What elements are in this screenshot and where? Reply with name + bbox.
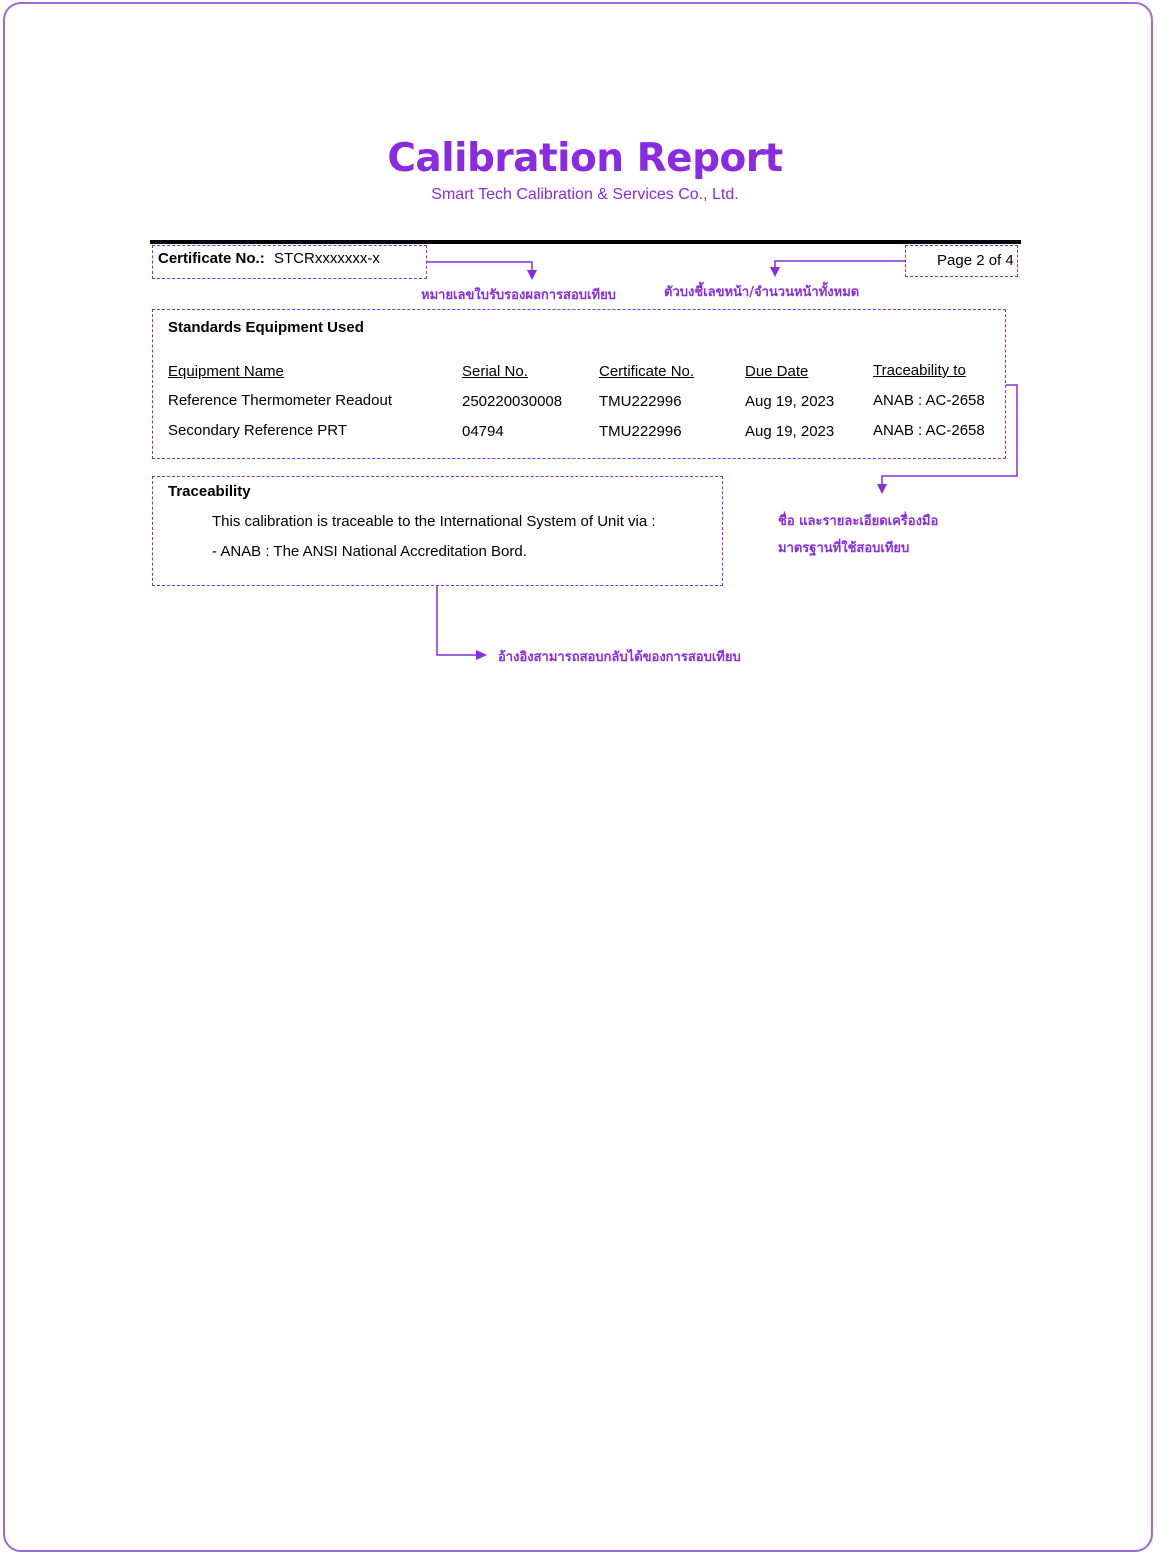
- page-arrowhead-icon: [770, 267, 780, 277]
- equipment-arrowhead-icon: [877, 484, 887, 494]
- row-2-serial-no: 04794: [462, 423, 504, 440]
- row-1-equipment-name: Reference Thermometer Readout: [168, 392, 393, 409]
- equipment-note-line-2: มาตรฐานที่ใช้สอบเทียบ: [778, 541, 910, 556]
- traceability-note: อ้างอิงสามารถสอบกลับได้ของการสอบเทียบ: [498, 650, 741, 665]
- traceability-heading: Traceability: [168, 483, 251, 500]
- page-indicator-note: ตัวบงชี้เลขหน้า/จำนวนหน้าทั้งหมด: [664, 285, 860, 300]
- traceability-statement: This calibration is traceable to the International System of Unit via :: [212, 513, 656, 530]
- traceability-source: - ANAB : The ANSI National Accreditation Bord.: [212, 543, 527, 560]
- column-header-due-date: Due Date: [745, 363, 809, 380]
- certificate-label: Certificate No.:: [158, 250, 265, 267]
- company-name: Smart Tech Calibration & Services Co., Ltd.: [431, 186, 739, 203]
- row-2-due-date: Aug 19, 2023: [745, 423, 835, 440]
- column-header-serial-no: Serial No.: [462, 363, 528, 380]
- row-1-due-date: Aug 19, 2023: [745, 393, 835, 410]
- row-1-certificate-no: TMU222996: [599, 393, 682, 410]
- certificate-value: STCRxxxxxxx-x: [274, 250, 380, 267]
- equipment-note-line-1: ชื่อ และรายละเอียดเครื่องมือ: [778, 514, 939, 529]
- certificate-arrow-line: [427, 262, 532, 272]
- row-2-traceability-to: ANAB : AC-2658: [873, 422, 985, 439]
- row-2-certificate-no: TMU222996: [599, 423, 682, 440]
- row-1-traceability-to: ANAB : AC-2658: [873, 392, 985, 409]
- standards-heading: Standards Equipment Used: [168, 319, 364, 336]
- row-1-serial-no: 250220030008: [462, 393, 563, 410]
- certificate-number-note: หมายเลขใบรับรองผลการสอบเทียบ: [421, 288, 616, 303]
- certificate-arrowhead-icon: [527, 270, 537, 280]
- traceability-arrow-line: [437, 586, 478, 655]
- row-2-equipment-name: Secondary Reference PRT: [168, 422, 347, 439]
- column-header-equipment-name: Equipment Name: [168, 363, 284, 380]
- traceability-arrowhead-icon: [476, 650, 487, 660]
- equipment-arrow-line: [882, 385, 1017, 486]
- column-header-traceability-to: Traceability to: [873, 362, 966, 379]
- column-header-certificate-no: Certificate No.: [599, 363, 695, 380]
- page-arrow-line: [775, 261, 905, 268]
- report-title: Calibration Report: [387, 136, 783, 181]
- page-indicator: Page 2 of 4: [937, 252, 1014, 269]
